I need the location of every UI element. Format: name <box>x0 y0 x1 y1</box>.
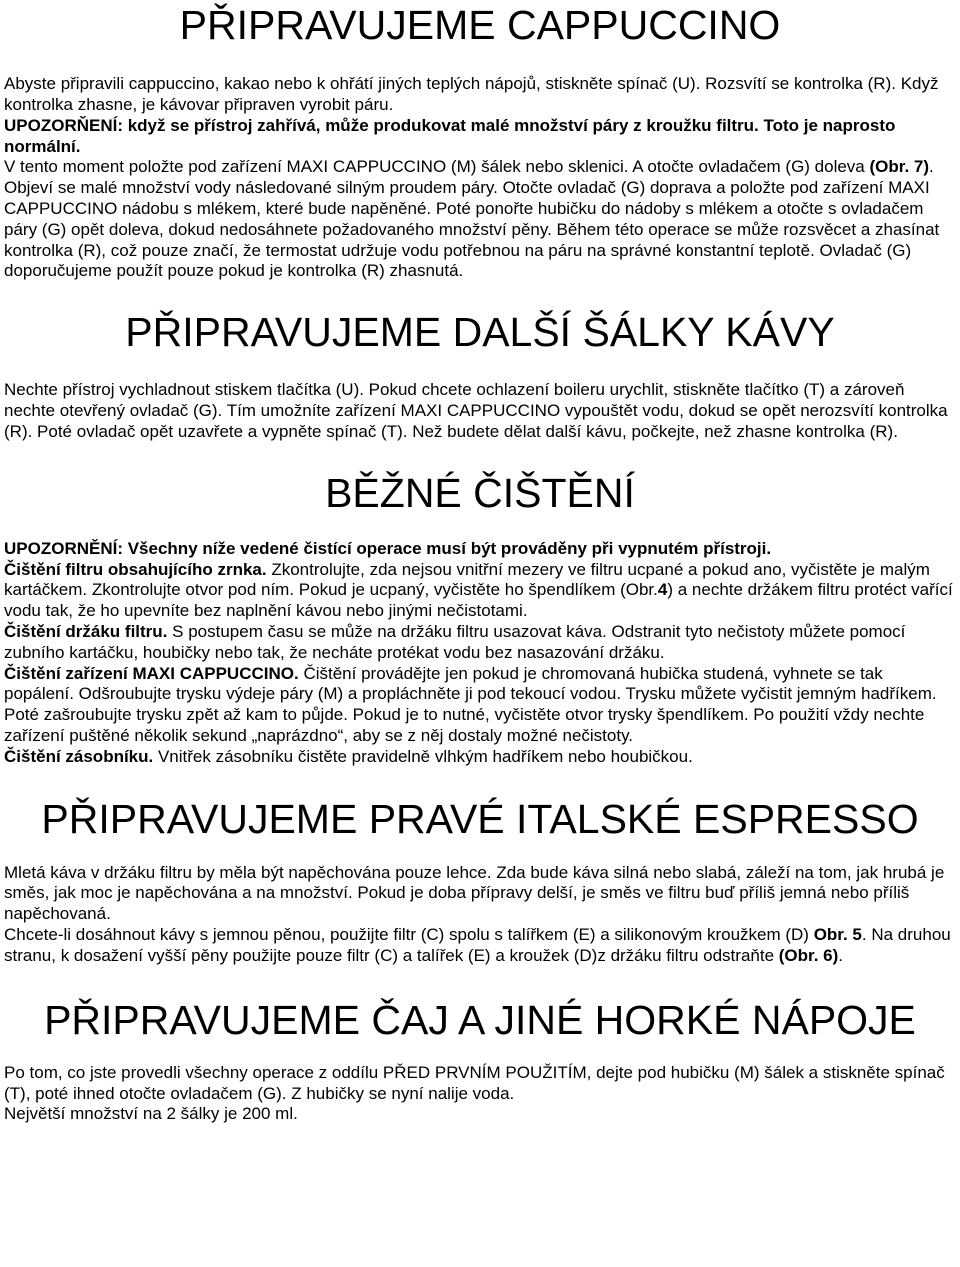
paragraph <box>4 157 956 282</box>
text-run: Vnitřek zásobníku čistěte pravidelně vlhkým hadříkem nebo houbičkou. <box>153 746 693 766</box>
text-run: Nechte přístroj vychladnout stiskem tlačítka (U). Pokud chcete ochlazení boileru urychlit, stiskněte tlačítko (T) a zároveň nechte otevřený ovladač (G). Tím umožníte zařízení MAXI CAPPUCCINO vypouštět vodu, dokud se opět nerozsvítí kontrolka (R). Poté ovladač opět uzavřete a vypněte spínač (T). Než budete dělat další kávu, počkejte, než zhasne kontrolka (R). <box>4 380 948 441</box>
paragraph <box>4 622 956 664</box>
paragraph <box>4 560 956 622</box>
text-run: Chcete-li dosáhnout kávy s jemnou pěnou, použijte filtr (C) spolu s talířkem (E) a silikonovým kroužkem (D) <box>4 925 814 945</box>
figure-reference: (Obr. 6) <box>778 945 839 965</box>
text-run: Abyste připravili cappuccino, kakao nebo k ohřátí jiných teplých nápojů, stiskněte spínač (U). Rozsvítí se kontrolka (R). Když kontrolka zhasne, je kávovar připraven vyrobit páru. <box>4 74 939 114</box>
figure-reference: Obr. 5 <box>813 925 862 945</box>
section-heading-cappuccino: PŘIPRAVUJEME CAPPUCCINO <box>179 2 781 48</box>
paragraph <box>4 1104 956 1125</box>
paragraph <box>4 863 956 925</box>
warning-paragraph <box>4 116 956 158</box>
paragraph <box>4 380 956 442</box>
subheading: Čištění filtru obsahujícího zrnka. <box>4 559 267 579</box>
warning-paragraph <box>4 539 956 560</box>
subheading: Čištění zásobníku. <box>4 746 154 766</box>
text-run: V tento moment položte pod zařízení MAXI CAPPUCCINO (M) šálek nebo sklenici. A otočte ovladačem (G) doleva <box>4 157 870 177</box>
text-run: . Objeví se malé množství vody následované silným proudem páry. Otočte ovladač (G) doprava a položte pod zařízení MAXI CAPPUCCINO nádobu s mlékem, které bude napěněné. Poté ponořte hubičku do nádoby s mlékem a otočte s ovladačem páry (G) opět doleva, dokud nedosáhnete požadovaného množství pěny. Během této operace se může rozsvěcet a zhasínat kontrolka (R), což pouze značí, že termostat udržuje vodu potřebnou na páru na správné konstantní teplotě. Ovladač (G) doporučujeme použít pouze pokud je kontrolka (R) zhasnutá. <box>4 157 940 281</box>
text-run: Čištění provádějte jen pokud je chromovaná hubička studená, vyhnete se tak popálení. Odšroubujte trysku výdeje páry (M) a propláchněte ji pod tekoucí vodou. Trysku můžete vyčistit jemným hadříkem. Poté zašroubujte trysku zpět až kam to půjde. Pokud je to nutné, vyčistěte otvor trysky špendlíkem. Po použití vždy nechte zařízení puštěné několik sekund „naprázdno“, aby se z něj dostaly možné nečistoty. <box>4 663 937 745</box>
text-run: ) a nechte držákem filtru protéct vařící vodu tak, že ho upevníte bez naplnění kávou nebo jinými nečistotami. <box>4 580 953 621</box>
paragraph <box>4 1063 956 1105</box>
text-run: Zkontrolujte, zda nejsou vnitřní mezery ve filtru ucpané a pokud ano, vyčistěte je malým kartáčkem. Zkontrolujte otvor pod ním. Pokud je ucpaný, vyčistěte ho špendlíkem (Obr. <box>4 559 930 600</box>
paragraph <box>4 664 956 747</box>
paragraph <box>4 925 956 967</box>
subheading: Čištění držáku filtru. <box>4 621 168 641</box>
warning-text: UPOZORŇENÍ: když se přístroj zahřívá, může produkovat malé množství páry z kroužku filtru. Toto je naprosto normální. <box>4 115 896 156</box>
subheading: Čištění zařízení MAXI CAPPUCCINO. <box>4 663 299 683</box>
text-run: Největší množství na 2 šálky je 200 ml. <box>4 1104 298 1124</box>
section-heading-espresso: PŘIPRAVUJEME PRAVÉ ITALSKÉ ESPRESSO <box>41 795 919 842</box>
text-run: Po tom, co jste provedli všechny operace z oddílu PŘED PRVNÍM POUŽITÍM, dejte pod hubičku (M) šálek a stiskněte spínač (T), poté ihned otočte ovladačem (G). Z hubičky se nyní nalije voda. <box>4 1062 945 1103</box>
warning-text: UPOZORNĚNÍ: Všechny níže vedené čistící operace musí být prováděny při vypnutém přístroji. <box>4 538 772 558</box>
figure-reference: 4 <box>657 580 668 600</box>
section-heading-more-cups: PŘIPRAVUJEME DALŠÍ ŠÁLKY KÁVY <box>125 309 835 356</box>
paragraph <box>4 747 956 768</box>
figure-reference: (Obr. 7) <box>869 157 930 177</box>
text-run: . <box>838 945 844 965</box>
section-heading-cleaning: BĚŽNÉ ČIŠTĚNÍ <box>325 469 635 516</box>
text-run: Mletá káva v držáku filtru by měla být napěchována pouze lehce. Zda bude káva silná nebo slabá, záleží na tom, jak hrubá je směs, jak moc je napěchována a na množství. Pokud je doba přípravy delší, je směs ve filtru buď příliš jemná nebo příliš napěchovaná. <box>4 862 945 924</box>
section-heading-tea: PŘIPRAVUJEME ČAJ A JINÉ HORKÉ NÁPOJE <box>44 996 916 1043</box>
paragraph <box>4 74 956 116</box>
text-run: S postupem času se může na držáku filtru usazovat káva. Odstranit tyto nečistoty můžete pomocí zubního kartáčku, houbičky nebo tak, že necháte protékat vodu bez nasazování držáku. <box>4 621 906 662</box>
text-run: . Na druhou stranu, k dosažení vyšší pěny použijte pouze filtr (C) a talířek (E) a kroužek (D)z držáku filtru odstraňte <box>4 925 951 965</box>
